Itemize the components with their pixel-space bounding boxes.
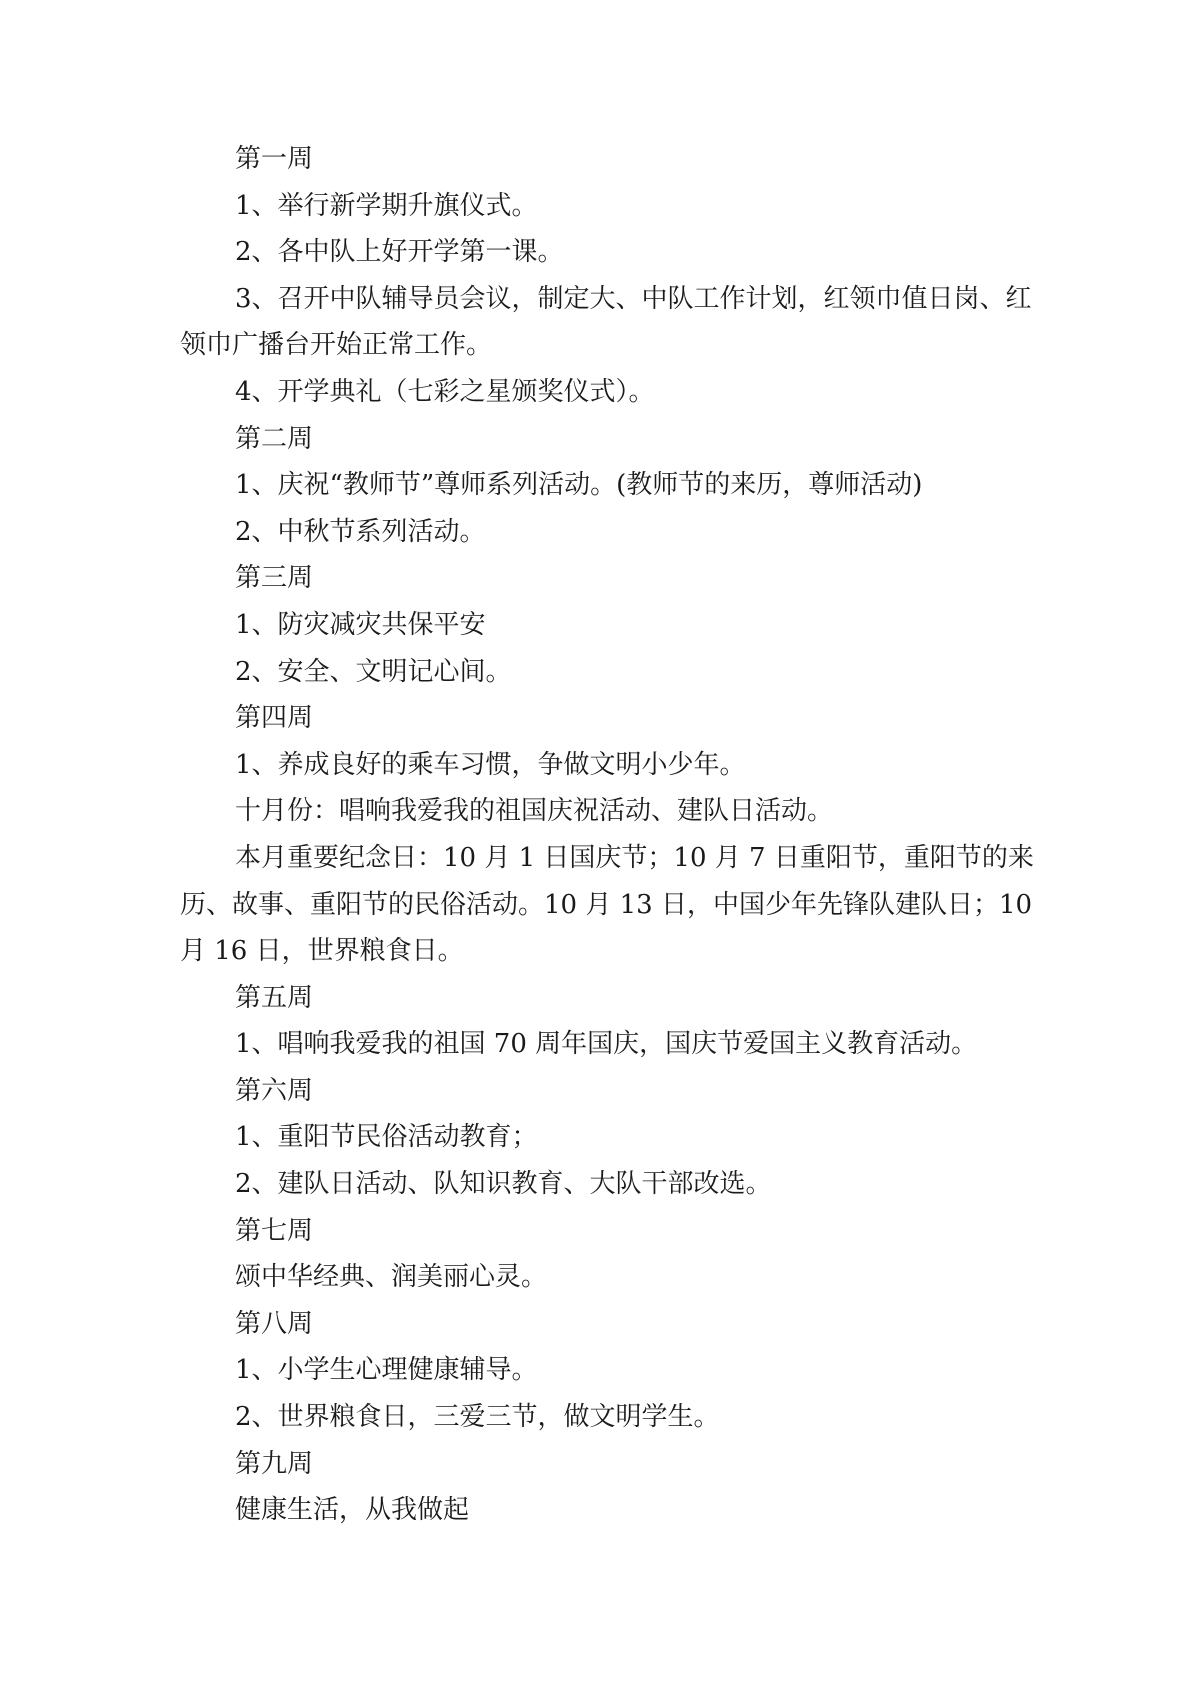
list-item: 1、重阳节民俗活动教育； xyxy=(235,1122,538,1153)
week-heading: 第一周 xyxy=(235,144,314,174)
list-item: 颂中华经典、润美丽心灵。 xyxy=(235,1262,548,1293)
month-heading: 十月份：唱响我爱我的祖国庆祝活动、建队日活动。 xyxy=(235,796,834,827)
week-heading: 第九周 xyxy=(235,1448,314,1479)
list-item: 2、世界粮食日，三爱三节，做文明学生。 xyxy=(235,1402,720,1433)
list-item: 2、中秋节系列活动。 xyxy=(235,516,486,547)
list-item: 2、安全、文明记心间。 xyxy=(235,656,512,687)
list-item: 1、小学生心理健康辅导。 xyxy=(235,1355,538,1386)
document-body xyxy=(180,136,1040,1534)
list-item: 1、养成良好的乘车习惯，争做文明小少年。 xyxy=(235,749,746,780)
week-heading: 第七周 xyxy=(235,1215,314,1246)
week-heading: 第五周 xyxy=(235,982,314,1013)
week-heading: 第二周 xyxy=(235,423,314,454)
commemoration-paragraph: 本月重要纪念日：10 月 1 日国庆节；10 月 7 日重阳节，重阳节的来历、故事、重阳节的民俗活动。10 月 13 日，中国少年先锋队建队日；10 月 16 日，世界粮食日。 xyxy=(180,842,1034,967)
list-item: 健康生活，从我做起 xyxy=(235,1495,470,1526)
list-item: 1、举行新学期升旗仪式。 xyxy=(235,190,538,221)
list-item: 4、开学典礼（七彩之星颁奖仪式）。 xyxy=(235,376,655,407)
list-item: 2、建队日活动、队知识教育、大队干部改选。 xyxy=(235,1169,772,1200)
list-item: 3、召开中队辅导员会议，制定大、中队工作计划，红领巾值日岗、红领巾广播台开始正常工作。 xyxy=(180,283,1032,361)
list-item: 1、庆祝“教师节”尊师系列活动。(教师节的来历，尊师活动) xyxy=(235,470,923,501)
week-heading: 第四周 xyxy=(235,703,314,734)
list-item: 2、各中队上好开学第一课。 xyxy=(235,237,564,268)
week-heading: 第八周 xyxy=(235,1308,314,1339)
list-item: 1、唱响我爱我的祖国 70 周年国庆，国庆节爱国主义教育活动。 xyxy=(235,1029,978,1060)
list-item: 1、防灾减灾共保平安 xyxy=(235,609,486,640)
week-heading: 第三周 xyxy=(235,563,314,594)
week-heading: 第六周 xyxy=(235,1075,314,1106)
